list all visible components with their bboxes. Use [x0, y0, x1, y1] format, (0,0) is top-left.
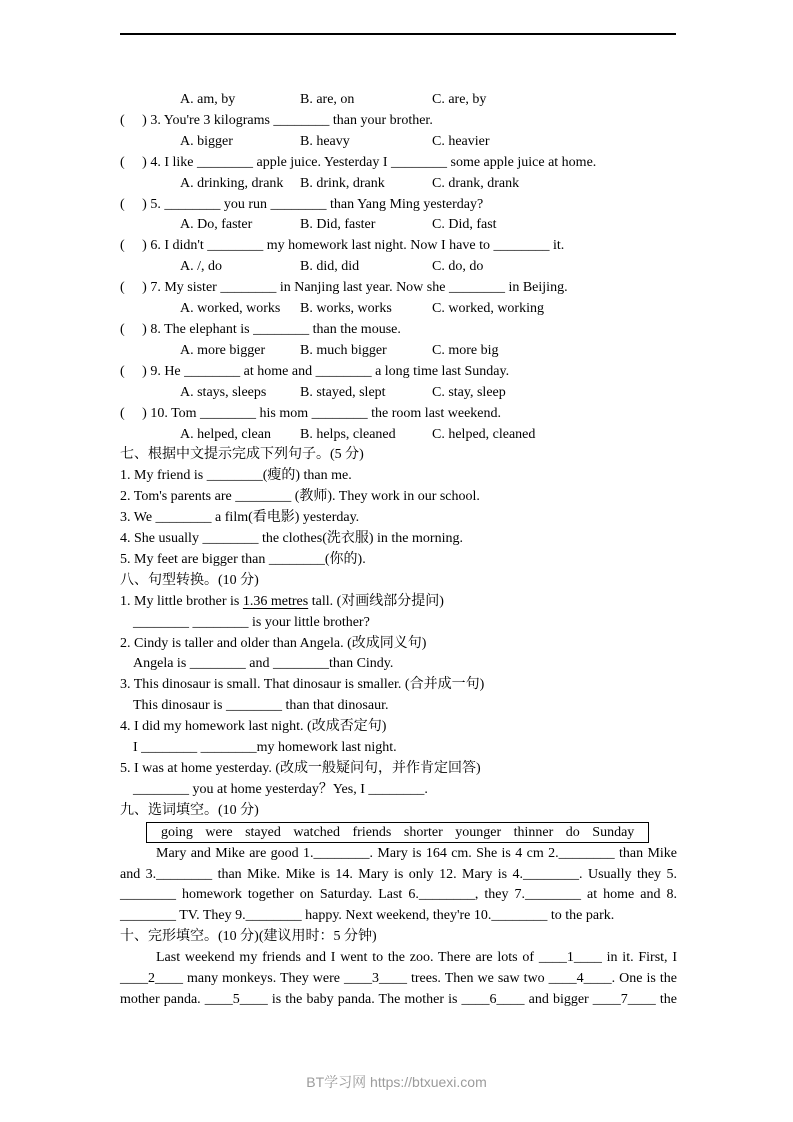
option-c: C. helped, cleaned: [432, 426, 536, 442]
section8-answer-3: This dinosaur is ________ than that dinosaur.: [133, 698, 389, 714]
option-a: A. worked, works: [180, 301, 281, 317]
mc-options-q3: [120, 132, 677, 153]
option-c: C. heavier: [432, 133, 490, 149]
section8-question-1: [120, 592, 677, 613]
section9-header: 九、选词填空。(10 分): [120, 802, 259, 818]
mc-options-q4: [120, 174, 677, 195]
section8-question-3: 3. This dinosaur is small. That dinosaur is smaller. (合并成一句): [120, 677, 485, 693]
header-rule: [120, 33, 676, 35]
mc-options-q10: [120, 425, 677, 446]
option-b: B. drink, drank: [300, 175, 385, 191]
section7-item-1: 1. My friend is ________(瘦的) than me.: [120, 468, 352, 484]
mc-options-q5: [120, 215, 677, 236]
option-b: B. much bigger: [300, 342, 387, 358]
option-b: B. works, works: [300, 301, 392, 317]
section10-cloze-line-1: Last weekend my friends and I went to the zoo. There are lots of ____1____ in it. First, I: [156, 950, 677, 966]
option-a: A. bigger: [180, 133, 233, 149]
section8-answer-5: ________ you at home yesterday？Yes, I ________.: [133, 781, 428, 797]
section7-item-5: 5. My feet are bigger than ________(你的).: [120, 551, 366, 567]
section10-cloze-line-3: mother panda. ____5____ is the baby panda. The mother is ____6____ and bigger ____7____ the: [120, 991, 677, 1007]
option-a: A. stays, sleeps: [180, 384, 267, 400]
option-a: A. more bigger: [180, 342, 266, 358]
section8-question-2: 2. Cindy is taller and older than Angela. (改成同义句): [120, 635, 427, 651]
section8-answer-4: I ________ ________my homework last night.: [133, 740, 397, 756]
mc-question-7: ( ) 7. My sister ________ in Nanjing last year. Now she ________ in Beijing.: [120, 280, 568, 296]
option-c: C. drank, drank: [432, 175, 520, 191]
section8-question-4: 4. I did my homework last night. (改成否定句): [120, 719, 387, 735]
mc-question-5: ( ) 5. ________ you run ________ than Yang Ming yesterday?: [120, 196, 484, 212]
mc-options-q2: [120, 90, 677, 111]
option-b: B. are, on: [300, 92, 355, 107]
mc-options-q7: [120, 299, 677, 320]
option-b: B. helps, cleaned: [300, 426, 396, 442]
option-b: B. stayed, slept: [300, 384, 386, 400]
mc-options-q8: [120, 341, 677, 362]
mc-question-4: ( ) 4. I like ________ apple juice. Yesterday I ________ some apple juice at home.: [120, 154, 597, 170]
option-a: A. am, by: [180, 92, 236, 107]
section9-paragraph-line-3: ________ homework together on Saturday. Last 6.________, they 7.________ at home and 8.: [120, 887, 677, 903]
section8-answer-1: ________ ________ is your little brother?: [133, 614, 370, 630]
section10-header: 十、完形填空。(10 分)(建议用时：5 分钟): [120, 929, 377, 945]
mc-question-6: ( ) 6. I didn't ________ my homework last night. Now I have to ________ it.: [120, 238, 565, 254]
mc-options-q6: [120, 257, 677, 278]
mc-question-10: ( ) 10. Tom ________ his mom ________ the room last weekend.: [120, 405, 502, 421]
exam-content: [120, 90, 677, 1011]
section7-item-3: 3. We ________ a film(看电影) yesterday.: [120, 510, 360, 526]
section9-paragraph-line-1: Mary and Mike are good 1.________. Mary is 164 cm. She is 4 cm 2.________ than Mike: [156, 845, 677, 861]
section9-paragraph-line-4: ________ TV. They 9.________ happy. Next weekend, they're 10.________ to the park.: [120, 908, 615, 924]
option-c: C. worked, working: [432, 301, 544, 317]
option-c: C. do, do: [432, 259, 484, 275]
option-a: A. Do, faster: [180, 217, 253, 233]
mc-question-8: ( ) 8. The elephant is ________ than the mouse.: [120, 321, 401, 337]
question-text: tall. (对画线部分提问): [308, 593, 444, 609]
section7-item-2: 2. Tom's parents are ________ (教师). They work in our school.: [120, 489, 480, 505]
option-c: C. are, by: [432, 92, 487, 107]
option-a: A. /, do: [180, 259, 222, 275]
mc-question-9: ( ) 9. He ________ at home and ________ a long time last Sunday.: [120, 363, 510, 379]
option-b: B. heavy: [300, 133, 350, 149]
underlined-phrase: 1.36 metres: [242, 593, 309, 609]
section8-answer-2: Angela is ________ and ________than Cindy.: [133, 656, 394, 672]
section10-cloze-line-2: ____2____ many monkeys. They were ____3____ trees. Then we saw two ____4____. One is the: [120, 971, 677, 987]
option-c: C. stay, sleep: [432, 384, 506, 400]
option-b: B. did, did: [300, 259, 360, 275]
section9-paragraph-line-2: and 3.________ than Mike. Mike is 14. Mary is only 12. Mary is 4.________. Usually they 5.: [120, 866, 677, 882]
word-box-row: [120, 822, 677, 844]
option-a: A. drinking, drank: [180, 175, 284, 191]
question-text: 1. My little brother is: [120, 593, 243, 609]
footer-credit: BT学习网 https://btxuexi.com: [306, 1074, 487, 1090]
word-box: going were stayed watched friends shorter younger thinner do Sunday: [146, 822, 649, 843]
section7-item-4: 4. She usually ________ the clothes(洗衣服) in the morning.: [120, 531, 463, 547]
section8-question-5: 5. I was at home yesterday. (改成一般疑问句，并作肯定回答): [120, 761, 481, 776]
option-c: C. Did, fast: [432, 217, 497, 233]
option-a: A. helped, clean: [180, 426, 271, 442]
option-b: B. Did, faster: [300, 217, 376, 233]
option-c: C. more big: [432, 342, 499, 358]
section7-header: 七、根据中文提示完成下列句子。(5 分): [120, 447, 364, 463]
mc-question-3: ( ) 3. You're 3 kilograms ________ than your brother.: [120, 112, 433, 128]
section8-header: 八、句型转换。(10 分): [120, 572, 259, 588]
mc-options-q9: [120, 383, 677, 404]
